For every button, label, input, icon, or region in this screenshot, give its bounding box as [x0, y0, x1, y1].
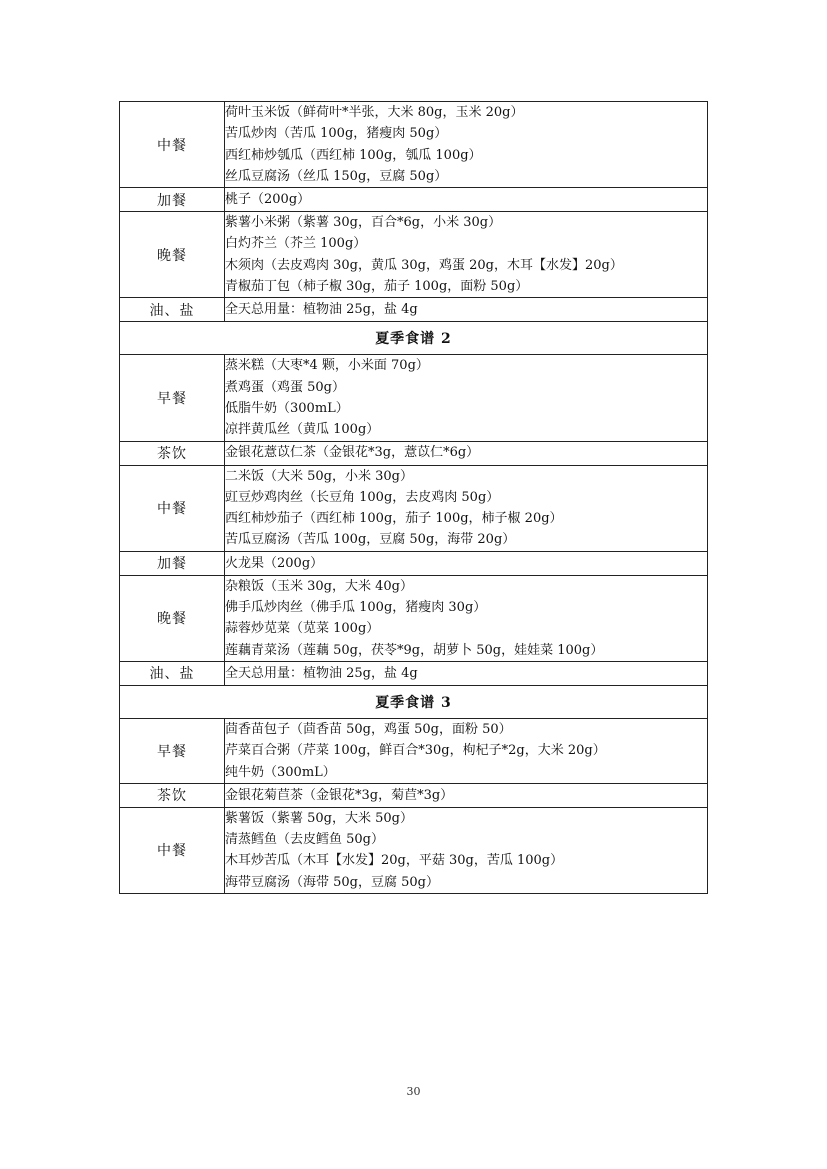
section-title: 夏季食谱 2 — [120, 322, 708, 355]
meal-items — [225, 807, 708, 893]
meal-item: 全天总用量：植物油 25g，盐 4g — [225, 302, 418, 318]
meal-item: 海带豆腐汤（海带 50g，豆腐 50g） — [225, 874, 439, 890]
meal-item: 蒜蓉炒苋菜（苋菜 100g） — [225, 621, 380, 637]
menu-table-body — [120, 102, 708, 894]
meal-name: 晚餐 — [120, 575, 225, 661]
meal-item: 全天总用量：植物油 25g，盐 4g — [225, 665, 418, 681]
meal-items — [225, 102, 708, 188]
meal-items — [225, 575, 708, 661]
meal-name: 早餐 — [120, 718, 225, 783]
meal-item: 蒸米糕（大枣*4 颗，小米面 70g） — [225, 358, 429, 374]
meal-row — [120, 718, 708, 783]
meal-item: 茴香苗包子（茴香苗 50g，鸡蛋 50g，面粉 50） — [225, 721, 512, 737]
meal-item: 紫薯饭（紫薯 50g，大米 50g） — [225, 810, 413, 826]
meal-item: 煮鸡蛋（鸡蛋 50g） — [225, 379, 345, 395]
meal-items — [225, 212, 708, 298]
meal-item: 芹菜百合粥（芹菜 100g，鲜百合*30g，枸杞子*2g，大米 20g） — [225, 743, 606, 759]
meal-item: 低脂牛奶（300mL） — [225, 400, 349, 416]
meal-item: 莲藕青菜汤（莲藕 50g，茯苓*9g，胡萝卜 50g，娃娃菜 100g） — [225, 642, 604, 658]
meal-name: 中餐 — [120, 102, 225, 188]
meal-row — [120, 575, 708, 661]
meal-name: 油、盐 — [120, 298, 225, 322]
meal-item: 二米饭（大米 50g，小米 30g） — [225, 468, 413, 484]
menu-table — [119, 101, 708, 894]
meal-row — [120, 783, 708, 807]
section-title: 夏季食谱 3 — [120, 685, 708, 718]
meal-item: 丝瓜豆腐汤（丝瓜 150g，豆腐 50g） — [225, 168, 448, 184]
meal-items — [225, 441, 708, 465]
meal-items — [225, 465, 708, 551]
meal-name: 早餐 — [120, 355, 225, 441]
meal-items — [225, 355, 708, 441]
meal-items — [225, 188, 708, 212]
meal-row — [120, 661, 708, 685]
meal-row — [120, 298, 708, 322]
meal-item: 凉拌黄瓜丝（黄瓜 100g） — [225, 422, 380, 438]
meal-item: 木须肉（去皮鸡肉 30g，黄瓜 30g，鸡蛋 20g，木耳【水发】20g） — [225, 257, 623, 273]
meal-name: 茶饮 — [120, 441, 225, 465]
meal-items — [225, 783, 708, 807]
meal-item: 青椒茄丁包（柿子椒 30g，茄子 100g，面粉 50g） — [225, 279, 529, 295]
meal-item: 西红柿炒茄子（西红柿 100g，茄子 100g，柿子椒 20g） — [225, 511, 563, 527]
meal-item: 荷叶玉米饭（鲜荷叶*半张，大米 80g，玉米 20g） — [225, 105, 524, 120]
meal-item: 桃子（200g） — [225, 192, 311, 208]
meal-items — [225, 661, 708, 685]
meal-item: 清蒸鳕鱼（去皮鳕鱼 50g） — [225, 832, 384, 848]
meal-items — [225, 551, 708, 575]
meal-item: 苦瓜豆腐汤（苦瓜 100g，豆腐 50g，海带 20g） — [225, 532, 516, 548]
meal-name: 加餐 — [120, 551, 225, 575]
meal-name: 中餐 — [120, 465, 225, 551]
page-number: 30 — [406, 1085, 421, 1098]
meal-item: 杂粮饭（玉米 30g，大米 40g） — [225, 578, 413, 594]
meal-row — [120, 465, 708, 551]
meal-name: 油、盐 — [120, 661, 225, 685]
meal-item: 西红柿炒瓠瓜（西红柿 100g，瓠瓜 100g） — [225, 147, 482, 163]
meal-name: 茶饮 — [120, 783, 225, 807]
meal-row — [120, 807, 708, 893]
meal-items — [225, 298, 708, 322]
meal-item: 豇豆炒鸡肉丝（长豆角 100g，去皮鸡肉 50g） — [225, 489, 500, 505]
meal-item: 木耳炒苦瓜（木耳【水发】20g，平菇 30g，苦瓜 100g） — [225, 853, 564, 869]
meal-name: 晚餐 — [120, 212, 225, 298]
section-header-row — [120, 685, 708, 718]
meal-row — [120, 212, 708, 298]
meal-item: 白灼芥兰（芥兰 100g） — [225, 236, 367, 252]
meal-item: 金银花薏苡仁茶（金银花*3g，薏苡仁*6g） — [225, 445, 480, 461]
meal-row — [120, 355, 708, 441]
meal-row — [120, 551, 708, 575]
meal-item: 金银花菊苣茶（金银花*3g，菊苣*3g） — [225, 787, 454, 803]
meal-name: 中餐 — [120, 807, 225, 893]
meal-name: 加餐 — [120, 188, 225, 212]
meal-item: 佛手瓜炒肉丝（佛手瓜 100g，猪瘦肉 30g） — [225, 600, 487, 616]
meal-row — [120, 188, 708, 212]
meal-item: 紫薯小米粥（紫薯 30g，百合*6g，小米 30g） — [225, 215, 502, 231]
meal-row — [120, 441, 708, 465]
meal-item: 纯牛奶（300mL） — [225, 764, 336, 780]
meal-items — [225, 718, 708, 783]
section-header-row — [120, 322, 708, 355]
meal-row — [120, 102, 708, 188]
meal-item: 火龙果（200g） — [225, 555, 324, 571]
meal-item: 苦瓜炒肉（苦瓜 100g，猪瘦肉 50g） — [225, 126, 448, 142]
